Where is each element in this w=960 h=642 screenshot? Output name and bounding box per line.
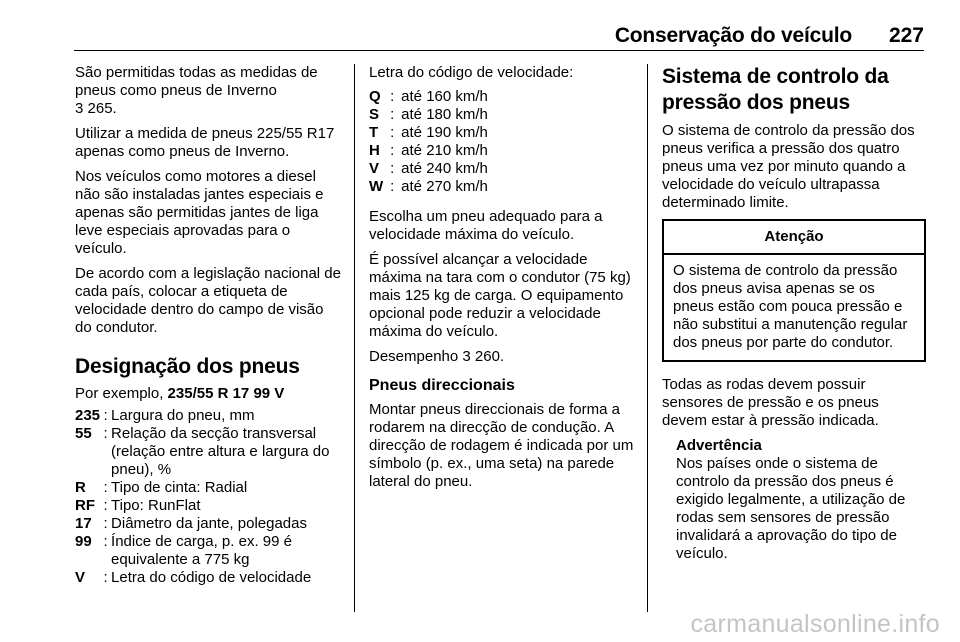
definition-term: 235	[75, 407, 101, 424]
section-heading-directional-tyres: Pneus direccionais	[369, 377, 515, 394]
speed-row: W : até 270 km/h	[369, 178, 488, 195]
speed-letter: V	[369, 160, 380, 177]
speed-row: H : até 210 km/h	[369, 142, 488, 159]
caution-body: O sistema de controlo da pressão dos pneus avisa apenas se os pneus estão com pouca pressão e não substitui a manutenção regular dos pneus por parte do condutor.	[673, 262, 908, 351]
speed-code-intro: Letra do código de velocidade:	[369, 64, 574, 81]
column-divider-2	[647, 64, 648, 612]
paragraph-winter-sizes	[75, 64, 341, 118]
example-prefix: Por exemplo,	[75, 385, 168, 402]
column-left	[75, 64, 341, 587]
speed-letter: Q	[369, 88, 381, 105]
designation-definition-list	[75, 407, 341, 587]
example-line	[75, 385, 341, 403]
definition-term: 55	[75, 425, 92, 442]
definition-term: 99	[75, 533, 92, 550]
page-number: 227	[888, 24, 924, 47]
paragraph-text: São permitidas todas as medidas de pneus como pneus de Inverno	[75, 64, 318, 99]
speed-letter: W	[369, 178, 384, 195]
definition-term: R	[75, 479, 86, 496]
definition-row: 99 : Índice de carga, p. ex. 99 é equivalente a 775 kg	[75, 533, 341, 569]
advisory-title: Advertência	[676, 437, 762, 454]
definition-row: RF : Tipo: RunFlat	[75, 497, 341, 515]
paragraph-tpms-intro: O sistema de controlo da pressão dos pneus verifica a pressão dos quatro pneus uma vez por minuto quando a velocidade do veículo ultrapassa determinado limite.	[662, 122, 915, 211]
definition-desc: Tipo de cinta: Radial	[111, 479, 248, 496]
speed-letter: T	[369, 124, 379, 141]
speed-letter: S	[369, 106, 380, 123]
column-divider-1	[354, 64, 355, 612]
definition-desc: Relação da secção transversal (relação entre altura e largura do pneu), %	[111, 425, 330, 478]
speed-limit: até 240 km/h	[401, 160, 488, 177]
watermark: carmanualsonline.info	[690, 610, 940, 638]
speed-row: T : até 190 km/h	[369, 124, 488, 141]
paragraph-max-speed: É possível alcançar a velocidade máxima na tara com o condutor (75 kg) mais 125 kg de carga. O equipamento opcional pode reduzir a velocidade máxima do veículo.	[369, 251, 631, 340]
definition-row: 55 : Relação da secção transversal (relação entre altura e largura do pneu), %	[75, 425, 341, 479]
paragraph-diesel-rims: Nos veículos como motores a diesel não são instaladas jantes especiais e apenas são permitidas jantes de liga leve especiais aprovadas para o veículo.	[75, 168, 324, 257]
definition-row: 235 : Largura do pneu, mm	[75, 407, 341, 425]
speed-row: Q : até 160 km/h	[369, 88, 488, 105]
definition-term: V	[75, 569, 86, 586]
definition-desc: Letra do código de velocidade	[111, 569, 312, 586]
example-code: 235/55 R 17 99 V	[167, 385, 285, 402]
advisory-body: Nos países onde o sistema de controlo da pressão dos pneus é exigido legalmente, a utilização de rodas sem sensores de pressão invalidará a aprovação do tipo de veículo.	[676, 455, 906, 562]
speed-letter: H	[369, 142, 380, 159]
definition-desc: Largura do pneu, mm	[111, 407, 255, 424]
speed-limit: até 270 km/h	[401, 178, 488, 195]
paragraph-performance-ref: Desempenho 3 260.	[369, 348, 505, 365]
speed-limit: até 190 km/h	[401, 124, 488, 141]
caution-box	[662, 219, 926, 362]
definition-desc: Diâmetro da jante, polegadas	[111, 515, 307, 532]
advisory-note	[676, 437, 926, 563]
page-reference-link[interactable]: 3 265.	[75, 100, 117, 117]
column-right	[662, 64, 926, 563]
paragraph-speed-label: De acordo com a legislação nacional de cada país, colocar a etiqueta de velocidade dentro do campo de visão do condutor.	[75, 265, 341, 336]
speed-limit: até 160 km/h	[401, 88, 488, 105]
speed-limit: até 210 km/h	[401, 142, 488, 159]
speed-row: S : até 180 km/h	[369, 106, 488, 123]
definition-term: 17	[75, 515, 92, 532]
speed-row: V : até 240 km/h	[369, 160, 488, 177]
header-divider	[74, 50, 924, 51]
page-header	[0, 0, 960, 50]
section-heading-tyre-designation: Designação dos pneus	[75, 355, 300, 378]
paragraph-sensors: Todas as rodas devem possuir sensores de pressão e os pneus devem estar à pressão indicada.	[662, 376, 879, 429]
definition-row: 17 : Diâmetro da jante, polegadas	[75, 515, 341, 533]
paragraph-choose-tyre: Escolha um pneu adequado para a velocidade máxima do veículo.	[369, 208, 603, 243]
caution-title: Atenção	[664, 221, 924, 255]
paragraph-directional: Montar pneus direccionais de forma a rodarem na direcção de condução. A direcção de rodagem é indicada por um símbolo (p. ex., uma seta) na parede lateral do pneu.	[369, 401, 634, 490]
section-heading-tpms: Sistema de controlo da pressão dos pneus	[662, 65, 889, 114]
definition-term: RF	[75, 497, 95, 514]
definition-desc: Índice de carga, p. ex. 99 é equivalente a 775 kg	[111, 533, 292, 568]
definition-row: R : Tipo de cinta: Radial	[75, 479, 341, 497]
paragraph-winter-only: Utilizar a medida de pneus 225/55 R17 apenas como pneus de Inverno.	[75, 125, 335, 160]
definition-row: V : Letra do código de velocidade	[75, 569, 341, 587]
speed-limit: até 180 km/h	[401, 106, 488, 123]
definition-desc: Tipo: RunFlat	[111, 497, 201, 514]
column-middle	[369, 64, 637, 498]
page-title: Conservação do veículo	[614, 24, 852, 47]
speed-code-list	[369, 88, 488, 196]
